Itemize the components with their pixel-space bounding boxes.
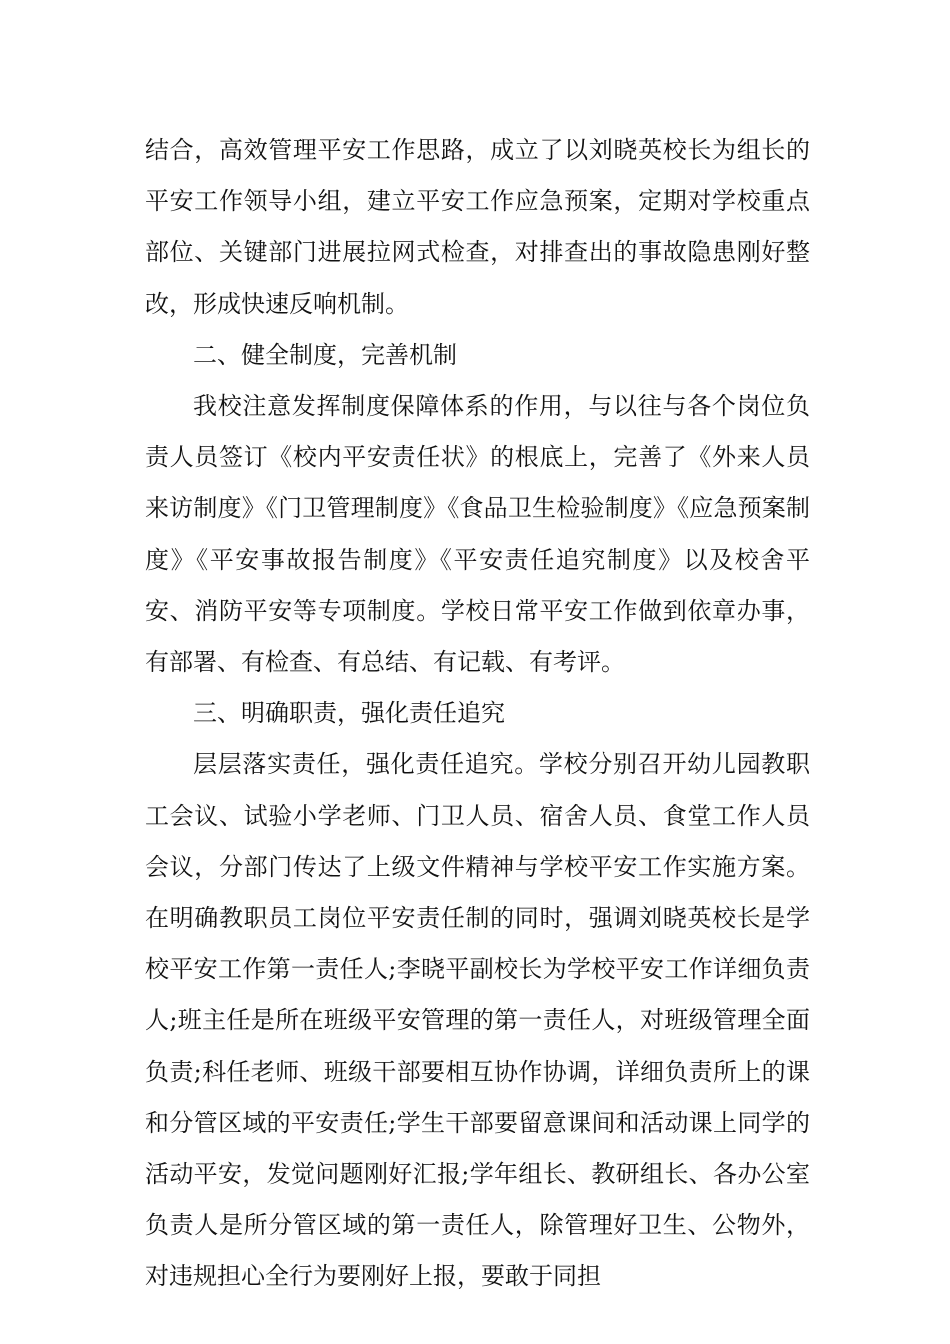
paragraph-continued: 结合，高效管理平安工作思路，成立了以刘晓英校长为组长的平安工作领导小组，建立平安工作应急预案，定期对学校重点部位、关键部门进展拉网式检查，对排查出的事故隐患刚好整改，形成快速反响机制。 [145, 136, 810, 318]
section-heading-2: 二、健全制度，完善机制 [193, 340, 457, 369]
paragraph-responsibility: 层层落实责任，强化责任追究。学校分别召开幼儿园教职工会议、试验小学老师、门卫人员、宿舍人员、食堂工作人员会议，分部门传达了上级文件精神与学校平安工作实施方案。在明确教职员工岗位平安责任制的同时，强调刘晓英校长是学校平安工作第一责任人;李晓平副校长为学校平安工作详细负责人;班主任是所在班级平安管理的第一责任人，对班级管理全面负责;科任老师、班级干部要相互协作协调，详细负责所上的课和分管区域的平安责任;学生干部要留意课间和活动课上同学的活动平安，发觉问题刚好汇报;学年组长、教研组长、各办公室负责人是所分管区域的第一责任人，除管理好卫生、公物外，对违规担心全行为要刚好上报，要敢于同担 [145, 750, 810, 1291]
section-heading-3: 三、明确职责，强化责任追究 [193, 699, 505, 728]
paragraph-system: 我校注意发挥制度保障体系的作用，与以往与各个岗位负责人员签订《校内平安责任状》的根底上，完善了《外来人员来访制度》《门卫管理制度》《食品卫生检验制度》《应急预案制度》《平安事故报告制度》《平安责任追究制度》以及校舍平安、消防平安等专项制度。学校日常平安工作做到依章办事，有部署、有检查、有总结、有记载、有考评。 [145, 392, 810, 677]
document-page [145, 125, 810, 1303]
